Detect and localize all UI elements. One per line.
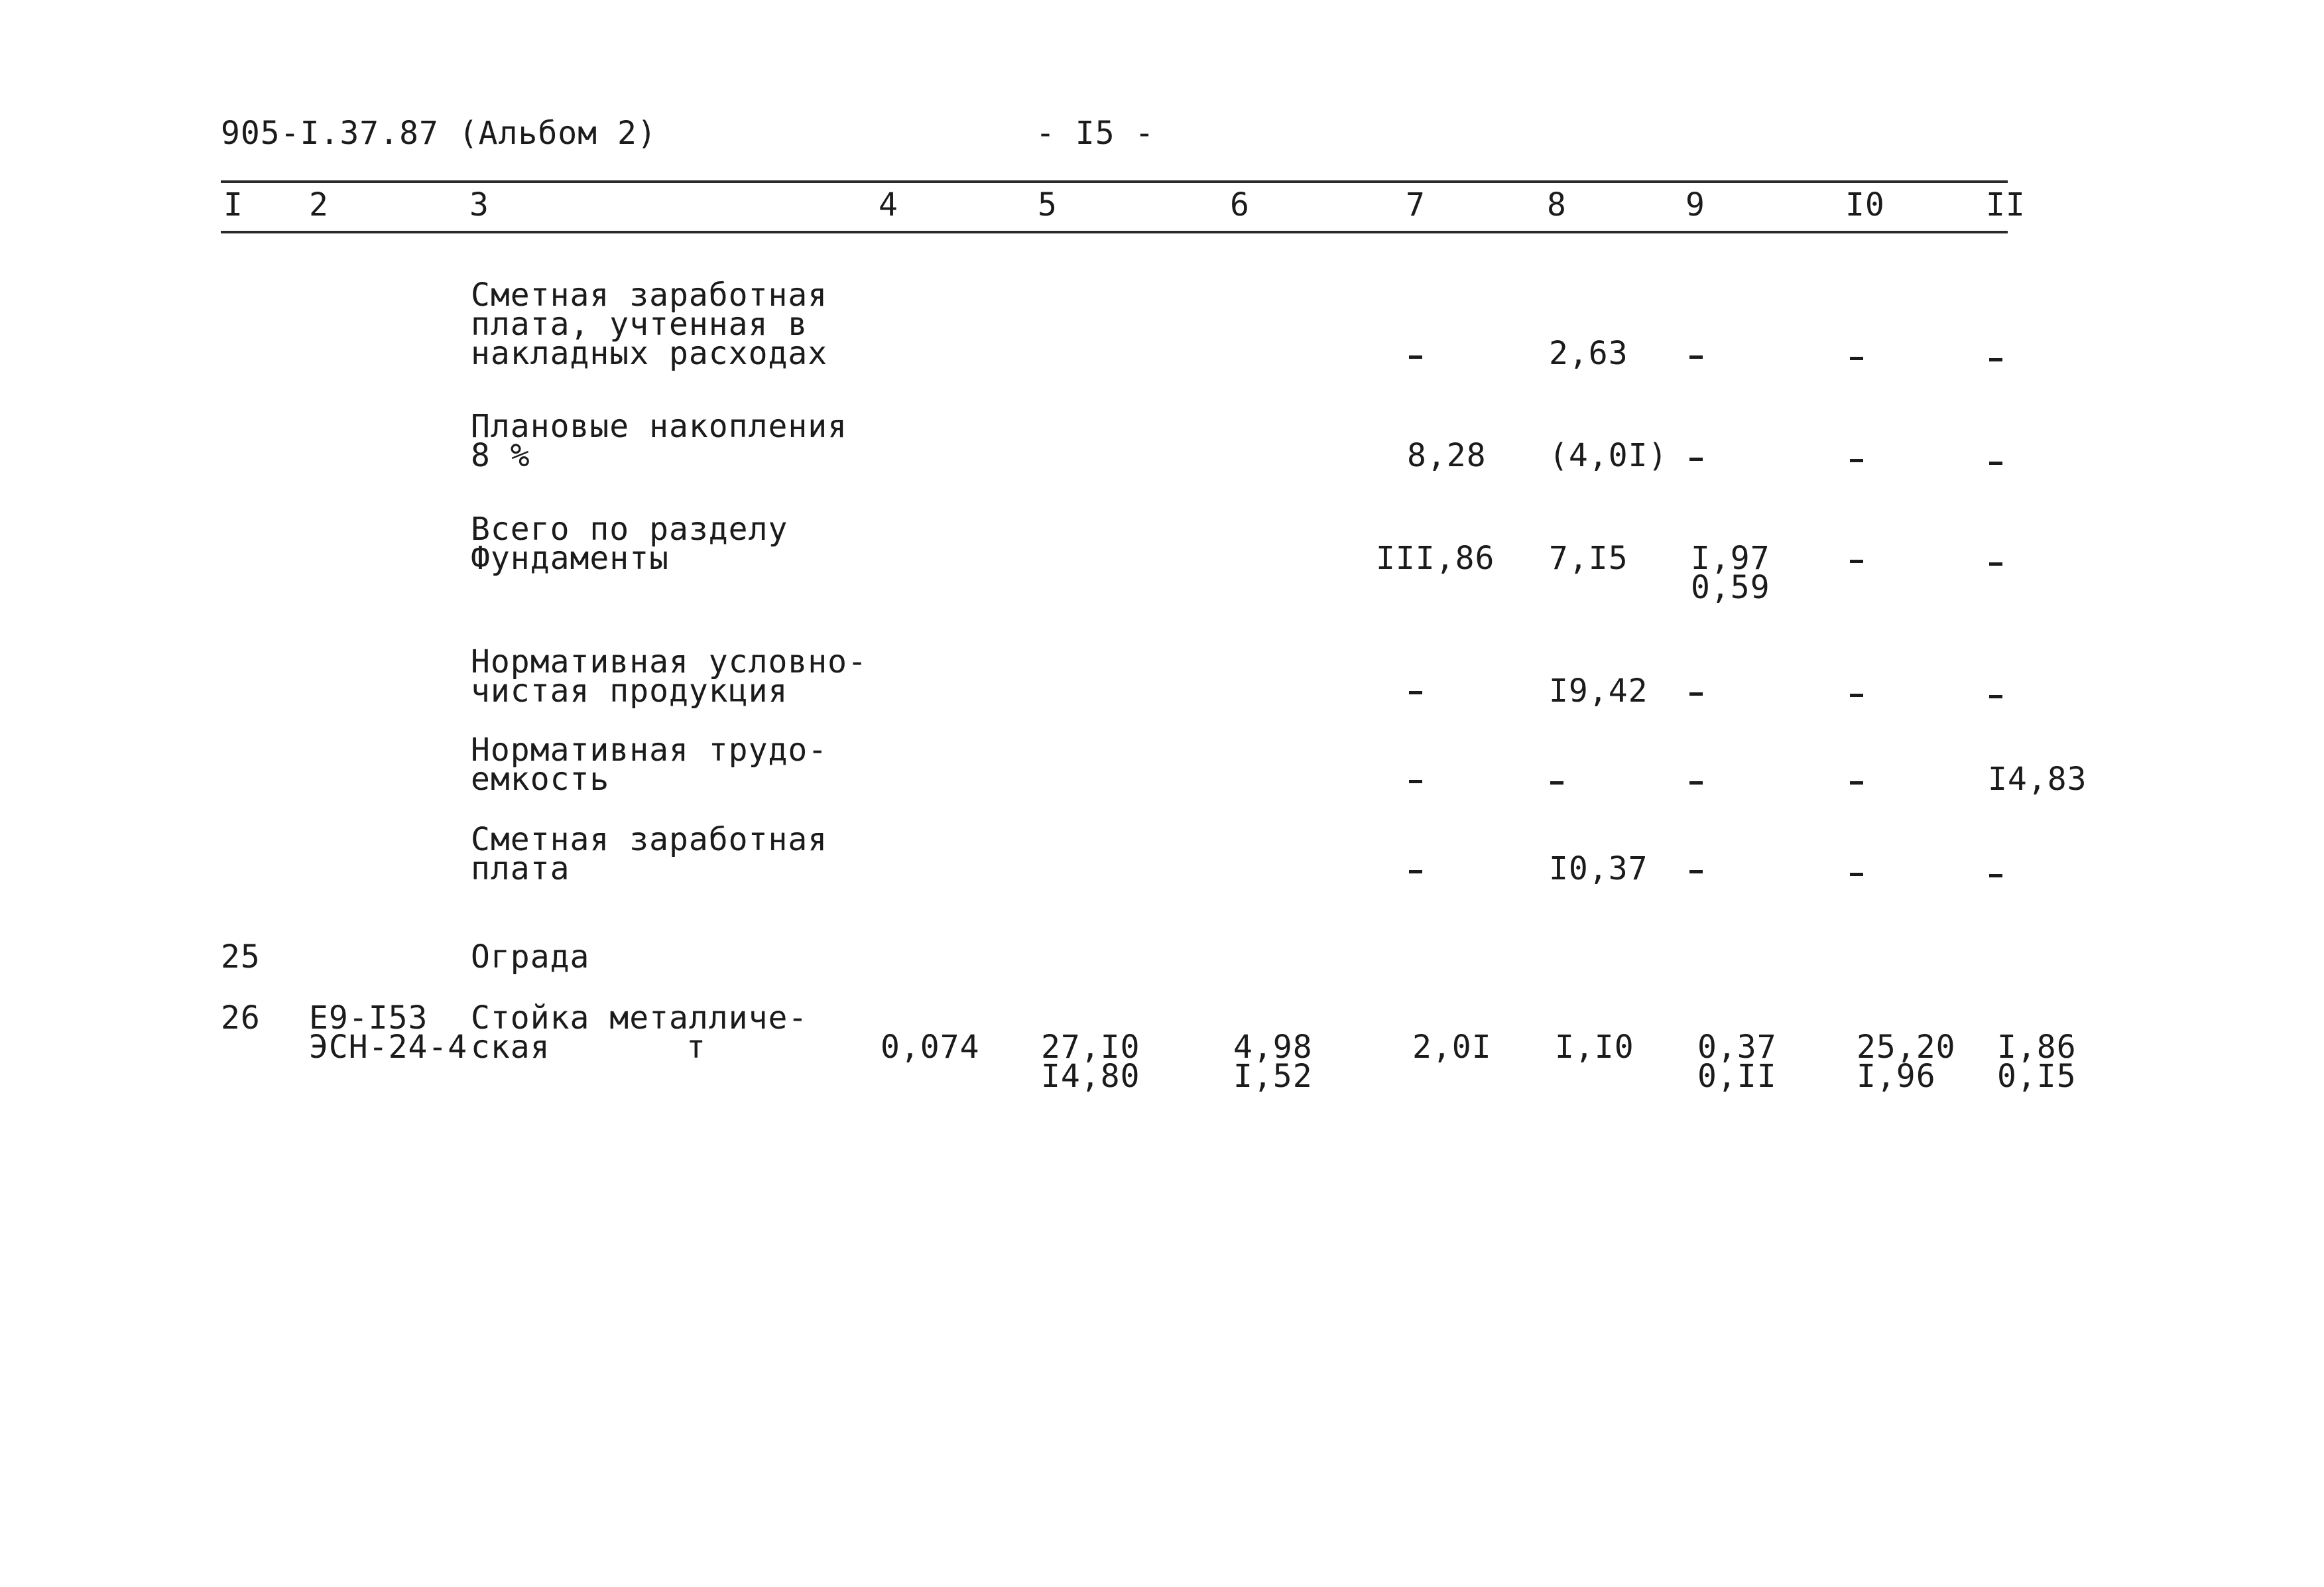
cell-col9-line2: 0,II bbox=[1697, 1058, 1777, 1095]
row-name-line: плата bbox=[471, 850, 570, 887]
row-name-line: плата, учтенная в bbox=[471, 306, 808, 343]
cell-col8: I0,37 bbox=[1549, 850, 1648, 887]
cell-col10-line2: I,96 bbox=[1857, 1058, 1936, 1095]
cell-dash bbox=[1850, 781, 1863, 785]
cell-dash bbox=[1850, 560, 1863, 563]
cell-dash bbox=[1850, 873, 1863, 876]
row-number: 25 bbox=[221, 938, 261, 976]
cell-col7: III,86 bbox=[1376, 540, 1495, 577]
cell-dash bbox=[1850, 459, 1863, 462]
cell-dash bbox=[1850, 694, 1863, 697]
column-header-1: I bbox=[223, 186, 243, 223]
cell-dash bbox=[1989, 695, 2002, 698]
header-top-rule bbox=[221, 180, 2008, 183]
cell-col11: I4,83 bbox=[1988, 761, 2087, 798]
cell-dash bbox=[1409, 355, 1422, 359]
row-name-line: чистая продукция bbox=[471, 672, 788, 710]
row-code-line: ЭСН-24-4 bbox=[309, 1029, 468, 1066]
row-number: 26 bbox=[221, 999, 261, 1037]
row-name-line: 8 % bbox=[471, 437, 530, 474]
column-header-8: 8 bbox=[1547, 186, 1567, 223]
cell-dash bbox=[1989, 874, 2002, 877]
cell-dash bbox=[1409, 870, 1422, 873]
row-code-line: Е9-I53 bbox=[309, 999, 428, 1037]
row-name-line: Ограда bbox=[471, 938, 590, 976]
row-name-line: накладных расходах bbox=[471, 335, 828, 372]
cell-dash bbox=[1689, 870, 1703, 873]
cell-dash bbox=[1689, 355, 1703, 359]
cell-col11-line1: I,86 bbox=[1997, 1029, 2077, 1066]
cell-col10-line1: 25,20 bbox=[1857, 1029, 1956, 1066]
cell-dash bbox=[1989, 358, 2002, 361]
cell-dash bbox=[1989, 462, 2002, 465]
row-name-line: Нормативная условно- bbox=[471, 643, 867, 680]
cell-col8: 2,63 bbox=[1549, 335, 1628, 372]
row-name-line: Сметная заработная bbox=[471, 277, 828, 314]
row-name-line: Нормативная трудо- bbox=[471, 731, 828, 769]
row-name-line: емкость bbox=[471, 761, 610, 798]
cell-dash bbox=[1989, 562, 2002, 566]
page-number: - I5 - bbox=[1036, 115, 1155, 152]
cell-col9-line1: I,97 bbox=[1691, 540, 1770, 577]
cell-col6-line1: 4,98 bbox=[1233, 1029, 1313, 1066]
cell-dash bbox=[1689, 692, 1703, 696]
cell-dash bbox=[1550, 781, 1563, 785]
column-header-4: 4 bbox=[879, 186, 898, 223]
row-name-line: Стойка металличе- bbox=[471, 999, 808, 1037]
column-header-3: 3 bbox=[469, 186, 489, 223]
column-header-6: 6 bbox=[1230, 186, 1250, 223]
cell-col6-line2: I,52 bbox=[1233, 1058, 1313, 1095]
row-unit: т bbox=[686, 1029, 706, 1066]
row-name-line: ская bbox=[471, 1029, 550, 1066]
column-header-5: 5 bbox=[1038, 186, 1058, 223]
row-name-line: Всего по разделу bbox=[471, 511, 788, 548]
cell-col7: 8,28 bbox=[1407, 437, 1487, 474]
column-header-2: 2 bbox=[309, 186, 329, 223]
row-name-line: Фундаменты bbox=[471, 540, 669, 577]
cell-col8: 7,I5 bbox=[1549, 540, 1628, 577]
column-header-10: I0 bbox=[1845, 186, 1885, 223]
row-name-line: Сметная заработная bbox=[471, 821, 828, 858]
document-code: 905-I.37.87 (Альбом 2) bbox=[221, 115, 657, 152]
cell-col11-line2: 0,I5 bbox=[1997, 1058, 2077, 1095]
cell-col8: (4,0I) bbox=[1549, 437, 1668, 474]
row-name-line: Плановые накопления bbox=[471, 408, 848, 445]
cell-col4: 0,074 bbox=[881, 1029, 980, 1066]
cell-col9-line2: 0,59 bbox=[1691, 569, 1770, 606]
cell-col8: I,I0 bbox=[1555, 1029, 1634, 1066]
column-header-9: 9 bbox=[1685, 186, 1705, 223]
cell-col8: I9,42 bbox=[1549, 672, 1648, 710]
cell-dash bbox=[1850, 357, 1863, 360]
header-bottom-rule bbox=[221, 231, 2008, 233]
cell-col9-line1: 0,37 bbox=[1697, 1029, 1777, 1066]
cell-dash bbox=[1409, 691, 1422, 694]
cell-col5-line1: 27,I0 bbox=[1041, 1029, 1140, 1066]
cell-col5-line2: I4,80 bbox=[1041, 1058, 1140, 1095]
column-header-7: 7 bbox=[1406, 186, 1426, 223]
cell-dash bbox=[1689, 781, 1703, 785]
cell-dash bbox=[1689, 458, 1703, 461]
cell-dash bbox=[1409, 780, 1422, 783]
cell-col7: 2,0I bbox=[1412, 1029, 1492, 1066]
column-header-11: II bbox=[1986, 186, 2026, 223]
